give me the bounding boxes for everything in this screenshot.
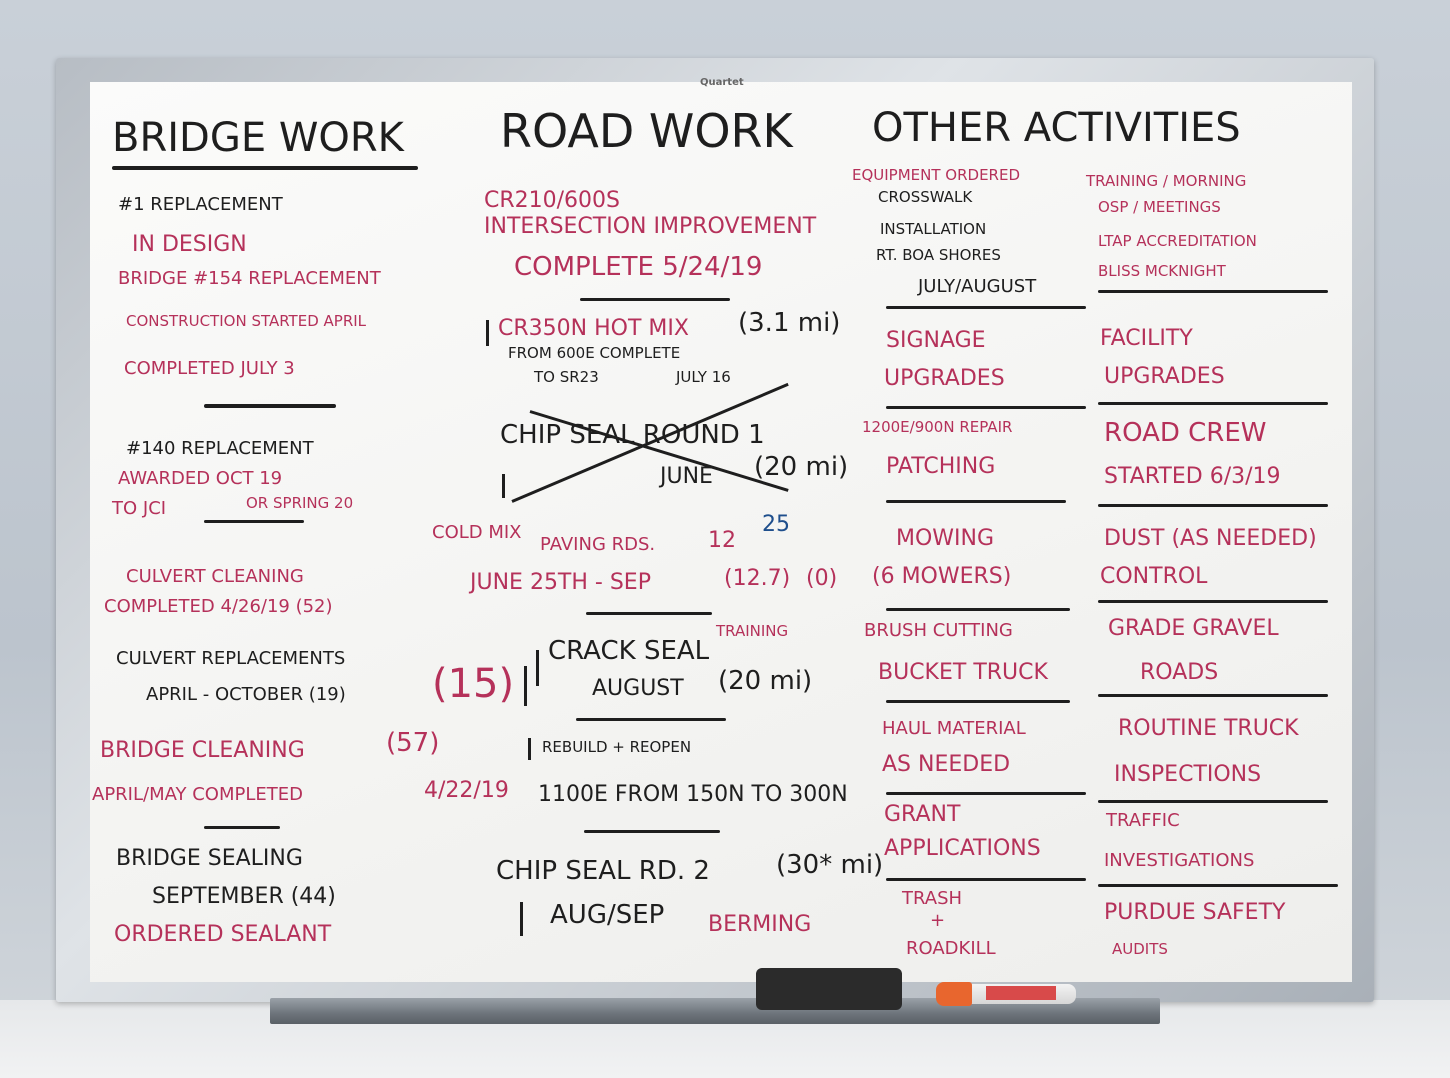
other-item-line: APPLICATIONS bbox=[884, 836, 1041, 861]
divider bbox=[580, 298, 730, 301]
other-item-line: (6 MOWERS) bbox=[872, 564, 1012, 589]
other-item-line: TRAINING / MORNING bbox=[1086, 172, 1247, 190]
divider bbox=[1098, 402, 1328, 405]
bridge-item-line: ORDERED SEALANT bbox=[114, 922, 332, 947]
road-item-line: PAVING RDS. bbox=[540, 534, 656, 555]
bridge-item-line: IN DESIGN bbox=[132, 232, 247, 257]
marker-label bbox=[986, 986, 1056, 1000]
item-tick bbox=[486, 320, 489, 346]
other-item-line: CONTROL bbox=[1100, 564, 1208, 589]
divider bbox=[576, 718, 726, 721]
divider bbox=[886, 700, 1070, 703]
bridge-work-heading: BRIDGE WORK bbox=[112, 115, 404, 161]
item-tick bbox=[536, 650, 539, 686]
other-item-line: EQUIPMENT ORDERED bbox=[852, 166, 1021, 184]
marker-cap bbox=[936, 982, 972, 1006]
other-item-line: ROAD CREW bbox=[1104, 418, 1267, 448]
other-item-line: PATCHING bbox=[886, 454, 996, 479]
road-distance: (20 mi) bbox=[754, 452, 849, 482]
other-item-line: UPGRADES bbox=[1104, 364, 1225, 389]
road-note: TRAINING bbox=[716, 622, 789, 640]
divider bbox=[886, 608, 1070, 611]
other-item-line: TRAFFIC bbox=[1106, 810, 1180, 831]
road-count: 25 bbox=[762, 512, 790, 537]
road-distance: (20 mi) bbox=[718, 666, 813, 696]
other-item-line: UPGRADES bbox=[884, 366, 1005, 391]
bridge-item-line: CULVERT REPLACEMENTS bbox=[116, 648, 346, 669]
road-date: JULY 16 bbox=[676, 368, 731, 386]
bridge-item-line: APRIL/MAY COMPLETED bbox=[92, 784, 303, 805]
bridge-count: (57) bbox=[386, 728, 440, 758]
road-count: 12 bbox=[708, 528, 736, 553]
other-item-line: ROUTINE TRUCK bbox=[1118, 716, 1299, 741]
other-item-line: INVESTIGATIONS bbox=[1104, 850, 1255, 871]
brand-label: Quartet bbox=[700, 77, 744, 88]
road-item-line: TO SR23 bbox=[534, 368, 599, 386]
road-item-line: REBUILD + REOPEN bbox=[542, 738, 692, 756]
other-item-line: ROADKILL bbox=[906, 938, 996, 959]
other-item-line: ROADS bbox=[1140, 660, 1219, 685]
road-item-line: CR350N HOT MIX bbox=[498, 316, 689, 341]
bridge-item-line: APRIL - OCTOBER (19) bbox=[146, 684, 346, 705]
bridge-item-line: COMPLETED 4/26/19 (52) bbox=[104, 596, 333, 617]
bridge-count: (15) bbox=[432, 661, 515, 707]
other-item-line: MOWING bbox=[896, 526, 995, 551]
bridge-item-line: TO JCI bbox=[112, 498, 167, 519]
divider bbox=[204, 520, 304, 523]
bridge-item-line: CONSTRUCTION STARTED APRIL bbox=[126, 312, 367, 330]
bridge-item-line: SEPTEMBER (44) bbox=[152, 884, 336, 909]
other-item-line: PURDUE SAFETY bbox=[1104, 900, 1286, 925]
road-item-line: COMPLETE 5/24/19 bbox=[514, 252, 763, 282]
divider bbox=[886, 792, 1086, 795]
divider bbox=[886, 878, 1086, 881]
other-activities-heading: OTHER ACTIVITIES bbox=[872, 105, 1241, 151]
bridge-item-line: AWARDED OCT 19 bbox=[118, 468, 283, 489]
bridge-item-line: BRIDGE #154 REPLACEMENT bbox=[118, 268, 381, 289]
item-tick bbox=[502, 474, 505, 498]
road-distance: (12.7) bbox=[724, 566, 791, 591]
road-item-line: CHIP SEAL ROUND 1 bbox=[500, 420, 765, 450]
bridge-item-line: COMPLETED JULY 3 bbox=[124, 358, 295, 379]
other-item-line: OSP / MEETINGS bbox=[1098, 198, 1221, 216]
road-distance: (30* mi) bbox=[776, 850, 884, 880]
divider bbox=[204, 404, 336, 408]
other-item-line: JULY/AUGUST bbox=[918, 276, 1037, 297]
divider bbox=[204, 826, 280, 829]
other-item-line: SIGNAGE bbox=[886, 328, 986, 353]
divider bbox=[1098, 800, 1328, 803]
road-item-line: AUGUST bbox=[592, 676, 684, 701]
road-item-line: 1100E FROM 150N TO 300N bbox=[538, 782, 848, 807]
item-tick bbox=[520, 902, 523, 936]
other-item-line: 1200E/900N REPAIR bbox=[862, 418, 1013, 436]
road-work-heading: ROAD WORK bbox=[500, 104, 793, 158]
other-item-line: STARTED 6/3/19 bbox=[1104, 464, 1281, 489]
road-item-line: JUNE bbox=[660, 464, 713, 489]
bridge-item-line: BRIDGE SEALING bbox=[116, 846, 303, 871]
other-item-line: CROSSWALK bbox=[878, 188, 973, 206]
other-item-line: INSPECTIONS bbox=[1114, 762, 1262, 787]
road-item-line: FROM 600E COMPLETE bbox=[508, 344, 681, 362]
other-item-line: INSTALLATION bbox=[880, 220, 987, 238]
item-tick bbox=[524, 666, 527, 706]
other-item-line: GRADE GRAVEL bbox=[1108, 616, 1279, 641]
divider bbox=[886, 406, 1086, 409]
other-item-line: AS NEEDED bbox=[882, 752, 1011, 777]
bridge-item-line: #140 REPLACEMENT bbox=[126, 438, 314, 459]
other-item-line: GRANT bbox=[884, 802, 961, 827]
road-distance: (0) bbox=[806, 566, 838, 591]
divider bbox=[1098, 884, 1338, 887]
road-item-line: CHIP SEAL RD. 2 bbox=[496, 856, 710, 886]
bridge-item-line: OR SPRING 20 bbox=[246, 494, 354, 512]
divider bbox=[584, 830, 720, 833]
other-item-line: DUST (AS NEEDED) bbox=[1104, 526, 1317, 551]
item-tick bbox=[528, 738, 531, 760]
heading-underline bbox=[112, 166, 418, 170]
divider bbox=[586, 612, 712, 615]
eraser bbox=[756, 968, 902, 1010]
road-item-line: INTERSECTION IMPROVEMENT bbox=[484, 214, 817, 239]
divider bbox=[1098, 600, 1328, 603]
other-item-line: BRUSH CUTTING bbox=[864, 620, 1013, 641]
road-item-line: JUNE 25TH - SEP bbox=[470, 570, 651, 595]
bridge-item-line: BRIDGE CLEANING bbox=[100, 738, 305, 763]
bridge-date: 4/22/19 bbox=[424, 778, 509, 803]
divider bbox=[886, 306, 1086, 309]
divider bbox=[1098, 504, 1328, 507]
other-item-line: TRASH bbox=[902, 888, 963, 909]
other-item-line: LTAP ACCREDITATION bbox=[1098, 232, 1257, 250]
other-item-line: HAUL MATERIAL bbox=[882, 718, 1026, 739]
road-item-line: COLD MIX bbox=[432, 522, 522, 543]
other-item-line: + bbox=[930, 910, 946, 931]
divider bbox=[1098, 694, 1328, 697]
other-item-line: AUDITS bbox=[1112, 940, 1168, 958]
divider bbox=[1098, 290, 1328, 293]
other-item-line: BLISS MCKNIGHT bbox=[1098, 262, 1226, 280]
bridge-item-line: #1 REPLACEMENT bbox=[118, 194, 283, 215]
other-item-line: RT. BOA SHORES bbox=[876, 246, 1001, 264]
divider bbox=[886, 500, 1066, 503]
road-item-line: CR210/600S bbox=[484, 188, 621, 213]
other-item-line: FACILITY bbox=[1100, 326, 1193, 351]
bridge-item-line: CULVERT CLEANING bbox=[126, 566, 304, 587]
road-item-line: CRACK SEAL bbox=[548, 636, 710, 666]
road-note: BERMING bbox=[708, 912, 812, 937]
road-item-line: AUG/SEP bbox=[550, 900, 665, 930]
other-item-line: BUCKET TRUCK bbox=[878, 660, 1048, 685]
road-distance: (3.1 mi) bbox=[738, 308, 841, 338]
